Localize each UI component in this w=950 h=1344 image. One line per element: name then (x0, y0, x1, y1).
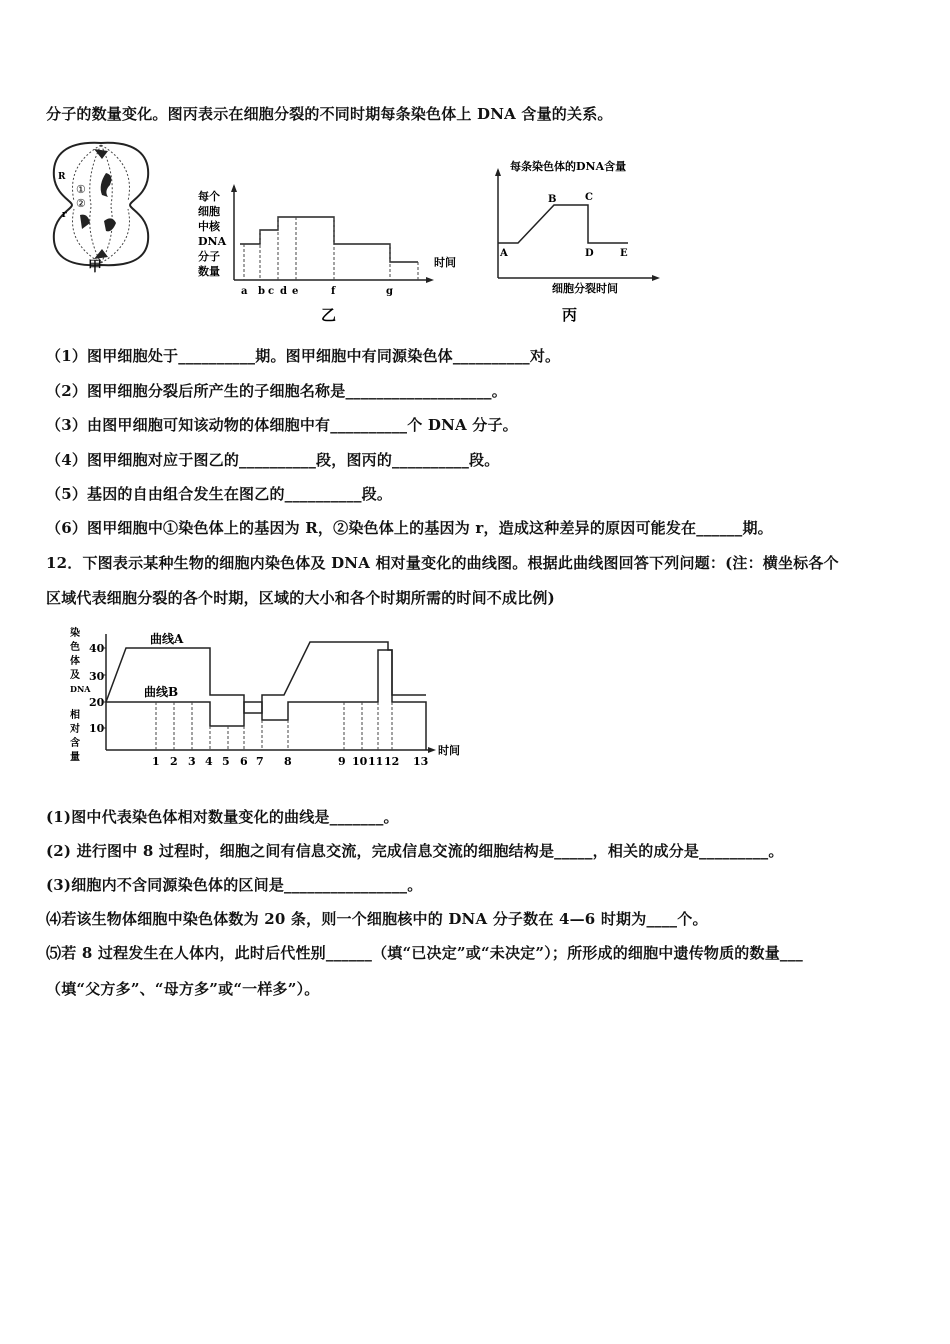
svg-text:12: 12 (384, 755, 400, 768)
svg-text:7: 7 (256, 755, 264, 768)
chromosome-label-1: ① (76, 183, 86, 196)
svg-text:10: 10 (89, 722, 105, 735)
q12-item-5-cont: （填“父方多”、“母方多”或“一样多”）。 (46, 980, 320, 998)
svg-text:C: C (585, 192, 593, 203)
f12-yticks (89, 642, 105, 735)
q11-item-1: （1）图甲细胞处于__________期。图甲细胞中有同源染色体__________对。 (46, 347, 561, 365)
svg-text:g: g (386, 286, 393, 297)
svg-text:染: 染 (70, 628, 80, 639)
svg-text:DNA: DNA (198, 235, 227, 248)
svg-text:A: A (500, 248, 508, 259)
svg-text:40: 40 (89, 642, 105, 655)
svg-text:5: 5 (222, 755, 230, 768)
svg-text:b: b (258, 286, 265, 297)
bing-xlabel: 细胞分裂时间 (552, 282, 618, 295)
svg-text:B: B (548, 194, 557, 205)
yi-xlabel: 时间 (434, 256, 456, 269)
chromosome-lower-right (104, 218, 116, 231)
svg-text:d: d (280, 286, 287, 297)
svg-text:相: 相 (70, 710, 80, 721)
f12-curve-a-label: 曲线A (150, 632, 184, 646)
svg-text:及: 及 (70, 670, 80, 681)
q12-item-2: (2) 进行图中 8 过程时，细胞之间有信息交流，完成信息交流的细胞结构是_____，相关的成分是_________。 (46, 842, 784, 860)
chromosome-label-2: ② (76, 197, 86, 210)
svg-text:E: E (620, 248, 628, 259)
bing-y-arrow (495, 168, 501, 176)
bing-point-labels (499, 192, 628, 259)
svg-text:每个: 每个 (198, 190, 220, 203)
q11-item-5: （5）基因的自由组合发生在图乙的__________段。 (46, 485, 393, 503)
svg-text:对: 对 (70, 724, 80, 735)
f12-curve-b-label: 曲线B (144, 685, 179, 699)
f12-x-arrow (428, 747, 436, 753)
svg-text:数量: 数量 (198, 265, 220, 278)
svg-text:20: 20 (89, 696, 105, 709)
yi-ylabel (198, 189, 227, 278)
yi-dividers (244, 217, 418, 280)
svg-text:细胞: 细胞 (198, 205, 220, 218)
caption-yi: 乙 (321, 306, 337, 324)
intro-text: 分子的数量变化。图丙表示在细胞分裂的不同时期每条染色体上 DNA 含量的关系。 (46, 105, 613, 123)
svg-text:1: 1 (152, 755, 160, 768)
svg-text:c: c (268, 286, 275, 297)
svg-text:30: 30 (89, 670, 105, 683)
svg-text:10: 10 (352, 755, 368, 768)
figure-12 (46, 622, 482, 780)
q11-item-2: （2）图甲细胞分裂后所产生的子细胞名称是___________________。 (46, 382, 507, 400)
svg-text:量: 量 (70, 752, 80, 763)
figure-jia (46, 135, 156, 275)
q12-item-1: (1)图中代表染色体相对数量变化的曲线是_______。 (46, 808, 399, 826)
q11-item-4: （4）图甲细胞对应于图乙的__________段，图丙的__________段。 (46, 451, 500, 469)
yi-y-arrow (231, 184, 237, 192)
svg-text:13: 13 (413, 755, 429, 768)
svg-text:9: 9 (338, 755, 346, 768)
yi-x-arrow (426, 277, 434, 283)
gene-label-r: r (62, 210, 67, 220)
q12-item-4: ⑷若该生物体细胞中染色体数为 20 条，则一个细胞核中的 DNA 分子数在 4—6 时期为____个。 (46, 910, 708, 928)
svg-text:4: 4 (205, 755, 213, 768)
svg-text:含: 含 (70, 738, 80, 749)
svg-text:中核: 中核 (198, 220, 220, 233)
svg-text:8: 8 (284, 755, 292, 768)
q12-stem-line1: 12．下图表示某种生物的细胞内染色体及 DNA 相对量变化的曲线图。根据此曲线图回答下列问题：(注：横坐标各个 (46, 554, 839, 572)
yi-ticks (241, 286, 393, 297)
q11-item-6: （6）图甲细胞中①染色体上的基因为 R，②染色体上的基因为 r，造成这种差异的原因可能发在______期。 (46, 519, 773, 537)
svg-text:体: 体 (70, 656, 80, 667)
bing-ylabel: 每条染色体的DNA含量 (510, 160, 627, 173)
f12-dividers (156, 702, 392, 750)
figure-bing (488, 150, 664, 326)
q12-item-3: (3)细胞内不含同源染色体的区间是________________。 (46, 876, 423, 894)
q12-item-5: ⑸若 8 过程发生在人体内，此时后代性别______（填“已决定”或“未决定”）；所形成的细胞中遗传物质的数量___ (46, 944, 803, 962)
svg-text:DNA: DNA (70, 684, 91, 694)
f12-xlabel: 时间 (438, 744, 460, 757)
yi-dna-curve (240, 217, 418, 262)
bing-x-arrow (652, 275, 660, 281)
svg-text:色: 色 (70, 642, 80, 653)
svg-text:f: f (331, 286, 336, 297)
q12-stem-line2: 区域代表细胞分裂的各个时期，区域的大小和各个时期所需的时间不成比例) (46, 589, 555, 607)
svg-text:3: 3 (188, 755, 196, 768)
caption-jia: 甲 (88, 259, 102, 275)
svg-text:e: e (292, 286, 299, 297)
svg-text:11: 11 (368, 755, 384, 768)
svg-text:6: 6 (240, 755, 248, 768)
svg-text:分子: 分子 (198, 250, 220, 263)
f12-xticks (152, 755, 428, 768)
caption-bing: 丙 (562, 306, 578, 324)
chromosome-lower-left (80, 215, 90, 229)
chromosome-upper (101, 173, 112, 197)
cell-outline (54, 143, 148, 265)
q11-item-3: （3）由图甲细胞可知该动物的体细胞中有__________个 DNA 分子。 (46, 416, 518, 434)
gene-label-R: R (58, 172, 66, 182)
f12-ylabel (69, 626, 91, 763)
svg-text:D: D (585, 248, 594, 259)
svg-text:a: a (241, 286, 248, 297)
bing-curve (498, 205, 628, 243)
svg-text:2: 2 (170, 755, 178, 768)
figure-yi (194, 182, 470, 324)
